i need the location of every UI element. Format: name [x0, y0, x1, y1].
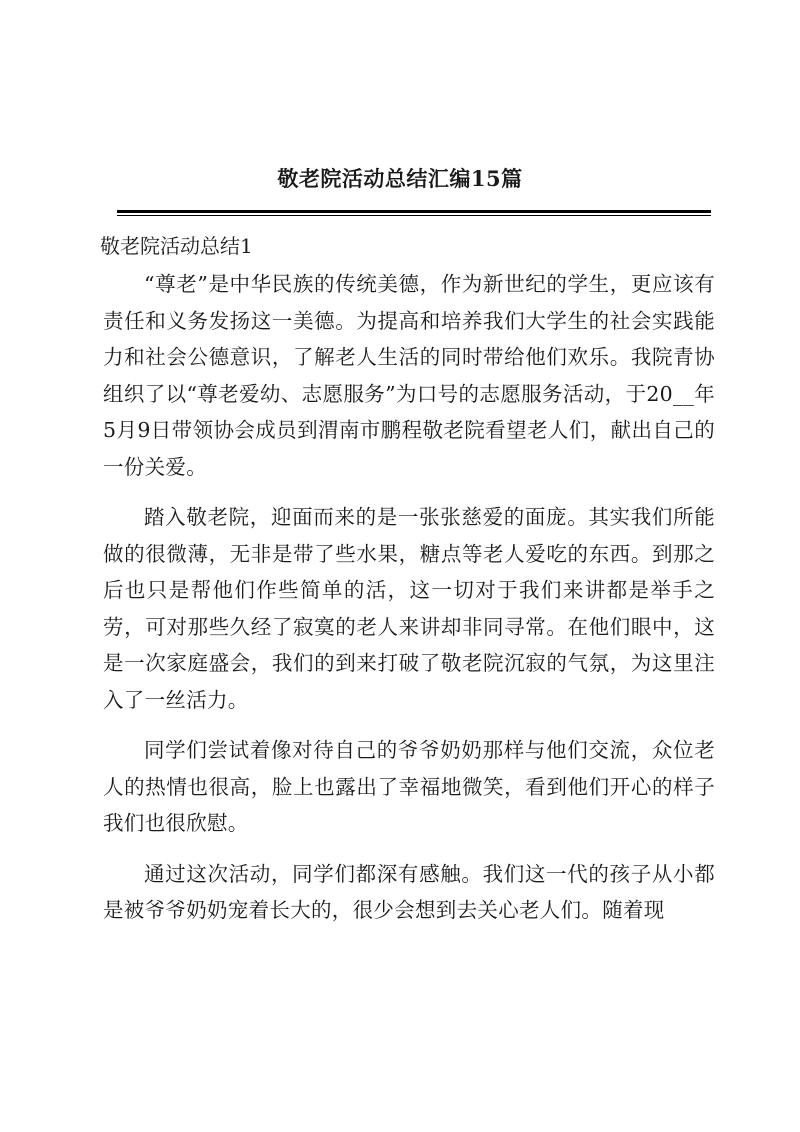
document-title: 敬老院活动总结汇编15篇 — [277, 166, 523, 191]
paragraph-2: 踏入敬老院，迎面而来的是一张张慈爱的面庞。其实我们所能做的很微薄，无非是带了些水果，糖点等老人爱吃的东西。到那之后也只是帮他们作些简单的活，这一切对于我们来讲都是举手之劳，可对那些久经了寂寞的老人来讲却非同寻常。在他们眼中，这是一次家庭盛会，我们的到来打破了敬老院沉寂的气氛，为这里注入了一丝活力。 — [103, 505, 715, 712]
section-heading: 敬老院活动总结1 — [100, 234, 253, 258]
paragraph-1: “尊老”是中华民族的传统美德，作为新世纪的学生，更应该有责任和义务发扬这一美德。为提高和培养我们大学生的社会实践能力和社会公德意识，了解老人生活的同时带给他们欢乐。我院青协组织了以“尊老爱幼、志愿服务”为口号的志愿服务活动，于20__年5月9日带领协会成员到渭南市鹏程敬老院看望老人们，献出自己的一份关爱。 — [103, 272, 715, 479]
title-rule-thick — [117, 210, 711, 213]
title-rule-thin — [117, 215, 711, 216]
paragraph-3: 同学们尝试着像对待自己的爷爷奶奶那样与他们交流，众位老人的热情也很高，脸上也露出了幸福地微笑，看到他们开心的样子我们也很欣慰。 — [103, 738, 715, 835]
body-text — [103, 266, 715, 943]
paragraph-4: 通过这次活动，同学们都深有感触。我们这一代的孩子从小都是被爷爷奶奶宠着长大的，很少会想到去关心老人们。随着现 — [103, 861, 715, 922]
